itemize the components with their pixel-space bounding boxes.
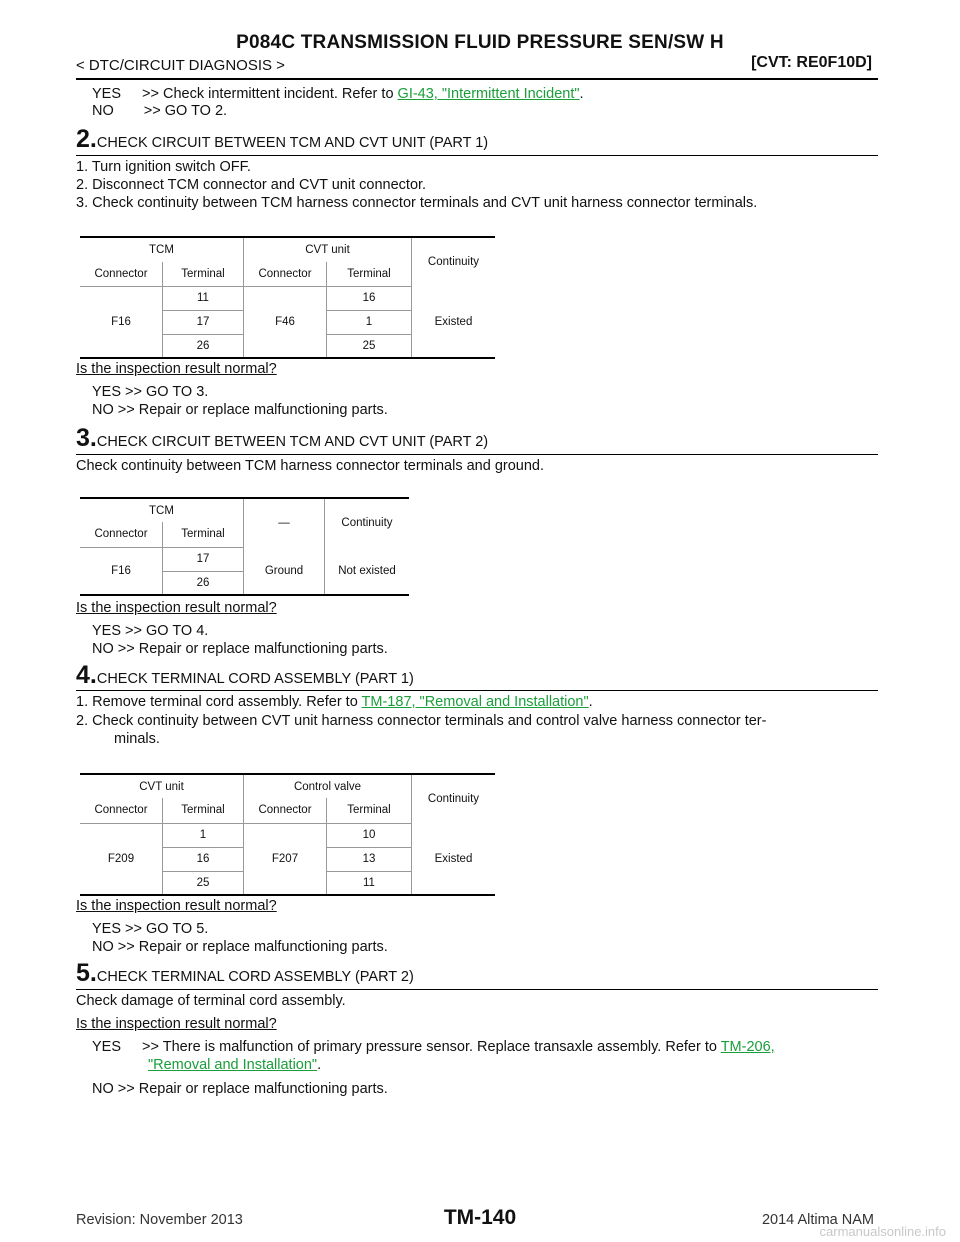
intro-no: NO >> GO TO 2. xyxy=(92,103,228,119)
footer-page-number: TM-140 xyxy=(443,1206,517,1229)
intro-yes: YES >> Check intermittent incident. Refer to GI-43, "Intermittent Incident". xyxy=(92,86,584,102)
step-4-table: CVT unit Control valve Continuity Connector Terminal Connector Terminal F209 1 F207 10 Existed 16 13 25 11 xyxy=(80,773,495,896)
step-2-heading: 2.CHECK CIRCUIT BETWEEN TCM AND CVT UNIT (PART 1) xyxy=(76,125,489,153)
step-5-yes: YES >> There is malfunction of primary pressure sensor. Replace transaxle assembly. Refer to TM-206, xyxy=(92,1039,775,1055)
step-2-no: NO >> Repair or replace malfunctioning parts. xyxy=(92,402,388,418)
table-group-tcm: TCM xyxy=(80,237,244,262)
gi-43-link[interactable]: GI-43, "Intermittent Incident" xyxy=(397,86,580,102)
table-continuity-header: Continuity xyxy=(427,256,480,268)
table-row: F209 1 F207 10 Existed xyxy=(80,823,495,847)
step-4-rule xyxy=(76,690,878,691)
page-title: P084C TRANSMISSION FLUID PRESSURE SEN/SW H xyxy=(236,32,724,53)
tm-187-link[interactable]: TM-187, "Removal and Installation" xyxy=(361,694,589,710)
step-4-item-1: 1. Remove terminal cord assembly. Refer to TM-187, "Removal and Installation". xyxy=(76,694,593,710)
step-4-heading: 4.CHECK TERMINAL CORD ASSEMBLY (PART 1) xyxy=(76,661,414,689)
step-2-question: Is the inspection result normal? xyxy=(76,361,277,377)
section-label: < DTC/CIRCUIT DIAGNOSIS > xyxy=(76,57,285,74)
step-2-item-3: 3. Check continuity between TCM harness connector terminals and CVT unit harness connector terminals. xyxy=(76,195,758,211)
step-2-item-2: 2. Disconnect TCM connector and CVT unit connector. xyxy=(76,177,427,193)
step-4-no: NO >> Repair or replace malfunctioning parts. xyxy=(92,939,388,955)
tm-206-link[interactable]: TM-206, xyxy=(720,1039,775,1055)
step-4-question: Is the inspection result normal? xyxy=(76,898,277,914)
header-rule xyxy=(76,78,878,80)
tm-206-link-cont[interactable]: "Removal and Installation" xyxy=(148,1057,318,1073)
footer-revision: Revision: November 2013 xyxy=(76,1212,243,1228)
step-3-rule xyxy=(76,454,878,455)
step-3-heading: 3.CHECK CIRCUIT BETWEEN TCM AND CVT UNIT (PART 2) xyxy=(76,424,489,452)
yes-prefix: YES xyxy=(92,86,122,102)
step-5-no: NO >> Repair or replace malfunctioning parts. xyxy=(92,1081,388,1097)
step-3-question: Is the inspection result normal? xyxy=(76,600,277,616)
model-label: [CVT: RE0F10D] xyxy=(751,54,872,71)
step-4-item-2: 2. Check continuity between CVT unit harness connector terminals and control valve harness connector ter- xyxy=(76,713,767,729)
table-row: F16 11 F46 16 Existed xyxy=(80,286,495,310)
table-row: 25 11 xyxy=(80,871,495,895)
table-group-cvt: CVT unit xyxy=(244,237,412,262)
step-3-text: Check continuity between TCM harness connector terminals and ground. xyxy=(76,458,545,474)
step-2-table: TCM CVT unit Continuity Connector Terminal Connector Terminal F16 11 F46 16 Existed 17 1 26 25 xyxy=(80,236,495,359)
table-row: 26 xyxy=(80,571,409,595)
table-row: F16 17 Ground Not existed xyxy=(80,547,409,571)
step-3-yes: YES >> GO TO 4. xyxy=(92,623,209,639)
table-row: 17 1 xyxy=(80,310,495,334)
watermark: carmanualsonline.info xyxy=(819,1224,946,1239)
step-5-rule xyxy=(76,989,878,990)
step-5-heading: 5.CHECK TERMINAL CORD ASSEMBLY (PART 2) xyxy=(76,959,414,987)
step-4-item-2-cont: minals. xyxy=(114,731,160,747)
step-3-no: NO >> Repair or replace malfunctioning parts. xyxy=(92,641,388,657)
yes-text: >> Check intermittent incident. Refer to xyxy=(142,86,398,102)
step-3-table: TCM — Continuity Connector Terminal F16 17 Ground Not existed 26 xyxy=(80,497,409,596)
step-2-item-1: 1. Turn ignition switch OFF. xyxy=(76,159,251,175)
footer-model: 2014 Altima NAM xyxy=(761,1212,874,1228)
table-row: 16 13 xyxy=(80,847,495,871)
step-5-text: Check damage of terminal cord assembly. xyxy=(76,993,346,1009)
table-row: 26 25 xyxy=(80,334,495,358)
step-2-rule xyxy=(76,155,878,156)
step-5-question: Is the inspection result normal? xyxy=(76,1016,277,1032)
step-4-yes: YES >> GO TO 5. xyxy=(92,921,209,937)
step-5-yes-cont: "Removal and Installation". xyxy=(148,1057,322,1073)
step-2-yes: YES >> GO TO 3. xyxy=(92,384,209,400)
